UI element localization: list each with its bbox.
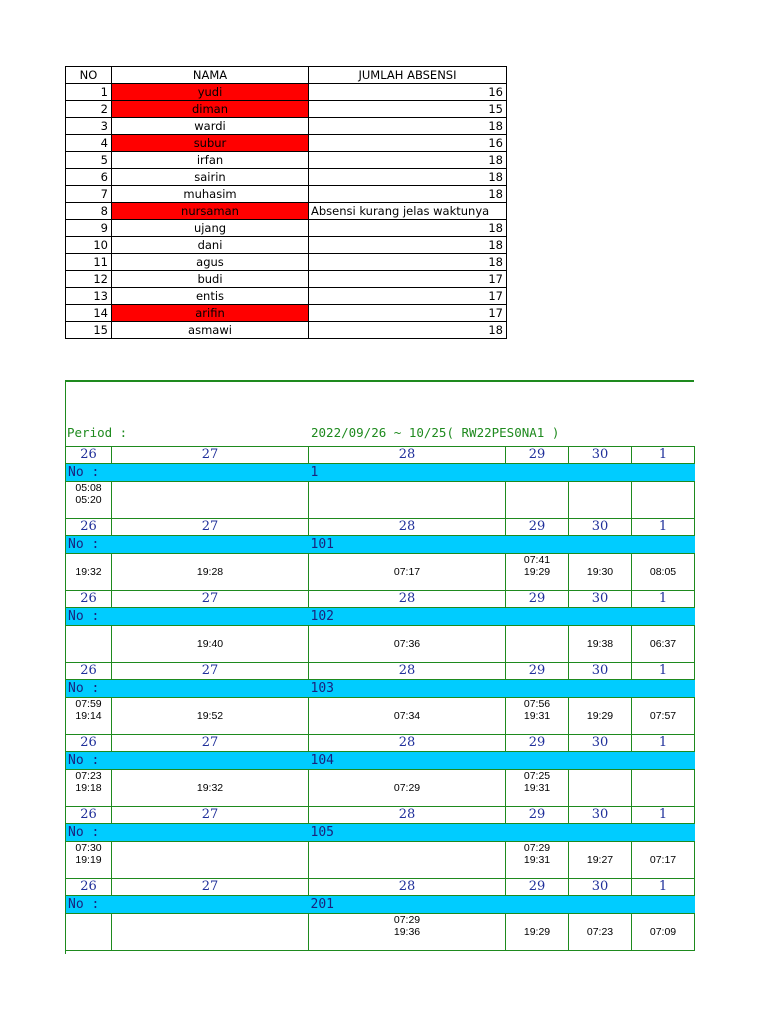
number-bar-spacer: [112, 536, 309, 554]
attendance-count: 18: [309, 220, 507, 237]
header-jumlah-absensi: JUMLAH ABSENSI: [309, 67, 507, 84]
day-label: 1: [632, 807, 695, 824]
day-label: 30: [569, 735, 632, 752]
employee-name: muhasim: [112, 186, 309, 203]
number-bar-spacer: [112, 896, 309, 914]
summary-row: [66, 254, 507, 271]
day-header-row: [66, 591, 695, 608]
summary-row: [66, 322, 507, 339]
punch-time-cell: [569, 482, 632, 519]
punch-time-cell: 07:29 19:31: [506, 842, 569, 879]
number-bar-spacer: [112, 464, 309, 482]
row-number: 7: [66, 186, 112, 203]
employee-number-label: No :: [66, 752, 112, 770]
employee-number: 105: [309, 824, 695, 842]
row-number: 12: [66, 271, 112, 288]
number-bar-spacer: [112, 680, 309, 698]
employee-name: sairin: [112, 169, 309, 186]
day-label: 1: [632, 663, 695, 680]
punch-time-cell: [309, 482, 506, 519]
day-label: 1: [632, 735, 695, 752]
day-label: 29: [506, 663, 569, 680]
day-header-row: [66, 663, 695, 680]
summary-row: [66, 84, 507, 101]
punch-time-cell: [309, 842, 506, 879]
attendance-count: 18: [309, 322, 507, 339]
row-number: 14: [66, 305, 112, 322]
punch-times-row: [66, 842, 695, 879]
attendance-count: 17: [309, 288, 507, 305]
punch-time-cell: 07:17: [632, 842, 695, 879]
employee-number-row: [66, 608, 695, 626]
punch-time-cell: 19:29: [506, 914, 569, 951]
day-label: 29: [506, 447, 569, 464]
punch-time-cell: [632, 770, 695, 807]
employee-number: 201: [309, 896, 695, 914]
day-label: 27: [112, 879, 309, 896]
punch-time-cell: 19:40: [112, 626, 309, 663]
report-top-border: [65, 380, 694, 382]
day-label: 28: [309, 879, 506, 896]
row-number: 8: [66, 203, 112, 220]
attendance-count: 15: [309, 101, 507, 118]
day-label: 27: [112, 447, 309, 464]
attendance-count: Absensi kurang jelas waktunya: [309, 203, 507, 220]
punch-time-cell: 07:29: [309, 770, 506, 807]
day-label: 30: [569, 519, 632, 536]
summary-row: [66, 152, 507, 169]
employee-number: 103: [309, 680, 695, 698]
attendance-count: 18: [309, 186, 507, 203]
row-number: 2: [66, 101, 112, 118]
punch-time-cell: 07:56 19:31: [506, 698, 569, 735]
punch-time-cell: 07:29 19:36: [309, 914, 506, 951]
day-label: 28: [309, 591, 506, 608]
employee-name: asmawi: [112, 322, 309, 339]
employee-name: subur: [112, 135, 309, 152]
day-label: 27: [112, 591, 309, 608]
punch-time-cell: [112, 482, 309, 519]
summary-row: [66, 203, 507, 220]
attendance-report: [65, 380, 694, 954]
punch-time-cell: [506, 626, 569, 663]
day-label: 26: [66, 519, 112, 536]
day-label: 30: [569, 879, 632, 896]
employee-number-label: No :: [66, 824, 112, 842]
punch-times-row: [66, 698, 695, 735]
summary-row: [66, 305, 507, 322]
punch-time-cell: 08:05: [632, 554, 695, 591]
punch-time-cell: 07:59 19:14: [66, 698, 112, 735]
summary-row: [66, 288, 507, 305]
day-label: 30: [569, 807, 632, 824]
row-number: 4: [66, 135, 112, 152]
day-label: 30: [569, 591, 632, 608]
day-label: 27: [112, 663, 309, 680]
employee-name: agus: [112, 254, 309, 271]
day-label: 27: [112, 735, 309, 752]
employee-name: arifin: [112, 305, 309, 322]
row-number: 15: [66, 322, 112, 339]
header-no: NO: [66, 67, 112, 84]
employee-number: 104: [309, 752, 695, 770]
punch-times-row: [66, 626, 695, 663]
punch-time-cell: [112, 914, 309, 951]
employee-name: dani: [112, 237, 309, 254]
attendance-grid-body: [66, 447, 695, 951]
day-label: 29: [506, 807, 569, 824]
day-label: 28: [309, 519, 506, 536]
summary-row: [66, 101, 507, 118]
number-bar-spacer: [112, 608, 309, 626]
day-label: 26: [66, 879, 112, 896]
day-label: 1: [632, 519, 695, 536]
day-label: 30: [569, 663, 632, 680]
day-header-row: [66, 519, 695, 536]
day-label: 29: [506, 591, 569, 608]
employee-name: diman: [112, 101, 309, 118]
day-label: 27: [112, 519, 309, 536]
employee-number-row: [66, 536, 695, 554]
punch-time-cell: 19:27: [569, 842, 632, 879]
employee-number-row: [66, 752, 695, 770]
day-label: 28: [309, 447, 506, 464]
attendance-grid: [65, 446, 695, 951]
employee-number-row: [66, 464, 695, 482]
punch-time-cell: 07:30 19:19: [66, 842, 112, 879]
attendance-count: 18: [309, 254, 507, 271]
attendance-count: 16: [309, 135, 507, 152]
punch-times-row: [66, 482, 695, 519]
number-bar-spacer: [112, 752, 309, 770]
row-number: 1: [66, 84, 112, 101]
punch-time-cell: 19:32: [66, 554, 112, 591]
punch-time-cell: 19:52: [112, 698, 309, 735]
punch-time-cell: [66, 914, 112, 951]
employee-number-label: No :: [66, 464, 112, 482]
employee-name: wardi: [112, 118, 309, 135]
summary-row: [66, 135, 507, 152]
employee-number-row: [66, 824, 695, 842]
punch-time-cell: [112, 842, 309, 879]
employee-number: 101: [309, 536, 695, 554]
attendance-count: 16: [309, 84, 507, 101]
day-label: 29: [506, 519, 569, 536]
employee-name: ujang: [112, 220, 309, 237]
day-header-row: [66, 447, 695, 464]
punch-time-cell: 06:37: [632, 626, 695, 663]
period-label: Period :: [67, 425, 128, 440]
summary-row: [66, 118, 507, 135]
punch-time-cell: 19:38: [569, 626, 632, 663]
punch-time-cell: 19:32: [112, 770, 309, 807]
row-number: 6: [66, 169, 112, 186]
day-label: 29: [506, 735, 569, 752]
attendance-summary-table: [65, 66, 507, 339]
row-number: 9: [66, 220, 112, 237]
punch-time-cell: [569, 770, 632, 807]
summary-row: [66, 186, 507, 203]
attendance-count: 18: [309, 152, 507, 169]
row-number: 11: [66, 254, 112, 271]
punch-time-cell: [506, 482, 569, 519]
day-label: 30: [569, 447, 632, 464]
employee-number-label: No :: [66, 680, 112, 698]
employee-name: nursaman: [112, 203, 309, 220]
attendance-count: 18: [309, 169, 507, 186]
day-label: 28: [309, 663, 506, 680]
employee-number-label: No :: [66, 608, 112, 626]
attendance-count: 17: [309, 305, 507, 322]
summary-row: [66, 220, 507, 237]
punch-time-cell: 19:30: [569, 554, 632, 591]
day-header-row: [66, 879, 695, 896]
employee-name: budi: [112, 271, 309, 288]
employee-number-label: No :: [66, 896, 112, 914]
day-label: 26: [66, 663, 112, 680]
attendance-count: 18: [309, 237, 507, 254]
punch-time-cell: [632, 482, 695, 519]
punch-time-cell: 07:36: [309, 626, 506, 663]
punch-time-cell: 19:29: [569, 698, 632, 735]
employee-number-row: [66, 896, 695, 914]
employee-name: entis: [112, 288, 309, 305]
number-bar-spacer: [112, 824, 309, 842]
day-label: 28: [309, 735, 506, 752]
day-label: 26: [66, 735, 112, 752]
day-label: 26: [66, 447, 112, 464]
punch-time-cell: 07:09: [632, 914, 695, 951]
employee-name: irfan: [112, 152, 309, 169]
day-label: 1: [632, 879, 695, 896]
employee-number: 102: [309, 608, 695, 626]
punch-time-cell: 07:41 19:29: [506, 554, 569, 591]
day-label: 27: [112, 807, 309, 824]
attendance-count: 17: [309, 271, 507, 288]
summary-header-row: [66, 67, 507, 84]
summary-body: [66, 84, 507, 339]
header-nama: NAMA: [112, 67, 309, 84]
punch-times-row: [66, 554, 695, 591]
row-number: 13: [66, 288, 112, 305]
summary-row: [66, 169, 507, 186]
punch-time-cell: 07:34: [309, 698, 506, 735]
day-label: 26: [66, 591, 112, 608]
employee-number-row: [66, 680, 695, 698]
day-label: 26: [66, 807, 112, 824]
day-header-row: [66, 735, 695, 752]
punch-time-cell: 07:23 19:18: [66, 770, 112, 807]
day-label: 29: [506, 879, 569, 896]
day-header-row: [66, 807, 695, 824]
employee-name: yudi: [112, 84, 309, 101]
period-range: 2022/09/26 ~ 10/25( RW22PES0NA1 ): [311, 425, 560, 440]
punch-time-cell: [66, 626, 112, 663]
row-number: 3: [66, 118, 112, 135]
punch-times-row: [66, 914, 695, 951]
punch-times-row: [66, 770, 695, 807]
day-label: 1: [632, 447, 695, 464]
punch-time-cell: 05:08 05:20: [66, 482, 112, 519]
day-label: 1: [632, 591, 695, 608]
day-label: 28: [309, 807, 506, 824]
summary-row: [66, 271, 507, 288]
attendance-count: 18: [309, 118, 507, 135]
employee-number-label: No :: [66, 536, 112, 554]
summary-row: [66, 237, 507, 254]
punch-time-cell: 07:25 19:31: [506, 770, 569, 807]
row-number: 10: [66, 237, 112, 254]
punch-time-cell: 07:23: [569, 914, 632, 951]
row-number: 5: [66, 152, 112, 169]
punch-time-cell: 07:17: [309, 554, 506, 591]
punch-time-cell: 19:28: [112, 554, 309, 591]
employee-number: 1: [309, 464, 695, 482]
punch-time-cell: 07:57: [632, 698, 695, 735]
